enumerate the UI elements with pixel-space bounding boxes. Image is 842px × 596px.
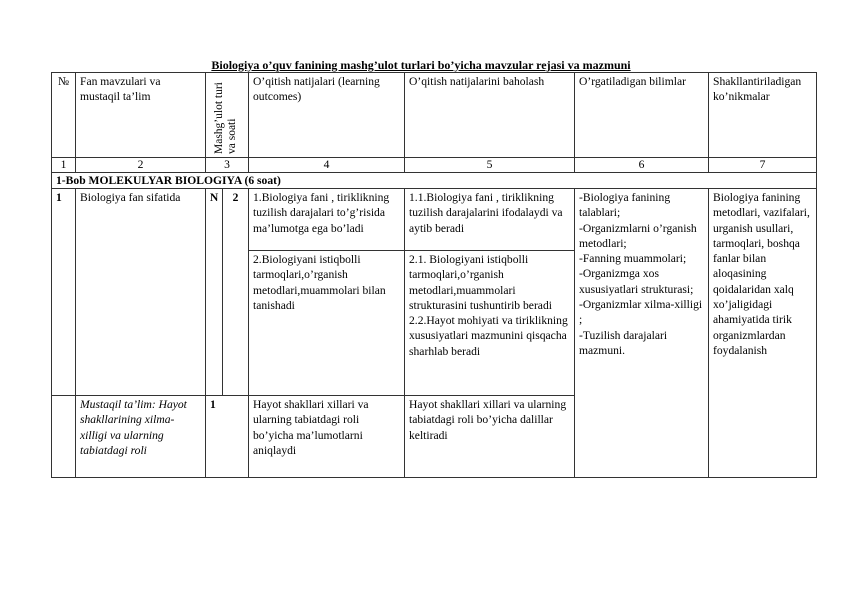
skills-cell: Biologiya fanining metodlari, vazifalari, urganish usullari, tarmoqlari, boshqa fanlar bilan aloqasining qoidalaridan xalq xo’jaligidagi ahamiyatida tirik organizmlardan foydalanish xyxy=(709,189,817,478)
section-row xyxy=(52,173,817,189)
column-number: 2 xyxy=(76,158,206,173)
header-type-hours xyxy=(206,73,249,158)
column-number: 5 xyxy=(405,158,575,173)
column-number: 3 xyxy=(206,158,249,173)
row-number-empty xyxy=(52,396,76,478)
column-number: 6 xyxy=(575,158,709,173)
self-study-outcome: Hayot shakllari xillari va ularning tabiatdagi roli bo’yicha ma’lumotlarni aniqlaydi xyxy=(249,396,405,478)
assessment-cell: 1.1.Biologiya fani , tiriklikning tuzilish darajalarini ifodalaydi va aytib beradi xyxy=(405,189,575,251)
header-outcomes: O’qitish natijalari (learning outcomes) xyxy=(249,73,405,158)
knowledge-cell xyxy=(575,189,709,478)
self-study-assessment: Hayot shakllari xillari va ularning tabiatdagi roli bo’yicha dalillar keltiradi xyxy=(405,396,575,478)
self-study-topic: Mustaqil ta’lim: Hayot shakllarining xilma-xilligi va ularning tabiatdagi roli xyxy=(76,396,206,478)
header-knowledge: O’rgatiladigan bilimlar xyxy=(575,73,709,158)
topic-cell: Biologiya fan sifatida xyxy=(76,189,206,396)
knowledge-text: -Biologiya fanining talablari; -Organizmlarni o’rganish metodlari; -Fanning muammolari; -Organizmga xos xususiyatlari strukturasi; -Organizmlar xilma-xilligi ; -Tuzilish darajalari mazmuni. xyxy=(579,191,703,357)
assessment-cell xyxy=(405,251,575,396)
outcome-cell: 2.Biologiyani istiqbolli tarmoqlari,o’rganish metodlari,muammolari bilan tanishadi xyxy=(249,251,405,396)
session-hours: 2 xyxy=(223,189,249,396)
header-num: № xyxy=(52,73,76,158)
column-number: 1 xyxy=(52,158,76,173)
column-number: 7 xyxy=(709,158,817,173)
column-number-row xyxy=(52,158,817,173)
header-type-hours-text: Mashg’ulot turi va soati xyxy=(213,82,238,154)
header-skills: Shakllantiriladigan ko’nikmalar xyxy=(709,73,817,158)
outcome-cell: 1.Biologiya fani , tiriklikning tuzilish darajalari to’g’risida ma’lumotga ega bo’ladi xyxy=(249,189,405,251)
self-study-hours: 1 xyxy=(206,396,249,478)
section-title: 1-Bob MOLEKULYAR BIOLOGIYA (6 soat) xyxy=(52,173,817,189)
document-title: Biologiya o’quv fanining mashg’ulot turlari bo’yicha mavzular rejasi va mazmuni xyxy=(211,58,631,72)
session-type: N xyxy=(206,189,223,396)
header-row xyxy=(52,73,817,158)
curriculum-table xyxy=(51,72,817,478)
header-topics: Fan mavzulari va mustaqil ta’lim xyxy=(76,73,206,158)
table-row xyxy=(52,189,817,251)
assessment-text: 2.1. Biologiyani istiqbolli tarmoqlari,o’rganish metodlari,muammolari strukturasini tushuntirib beradi 2.2.Hayot mohiyati va tiriklikning xususiyatlari mazmunini qisqacha sharhlab beradi xyxy=(409,253,568,358)
header-assessment: O’qitish natijalarini baholash xyxy=(405,73,575,158)
column-number: 4 xyxy=(249,158,405,173)
row-number: 1 xyxy=(52,189,76,396)
